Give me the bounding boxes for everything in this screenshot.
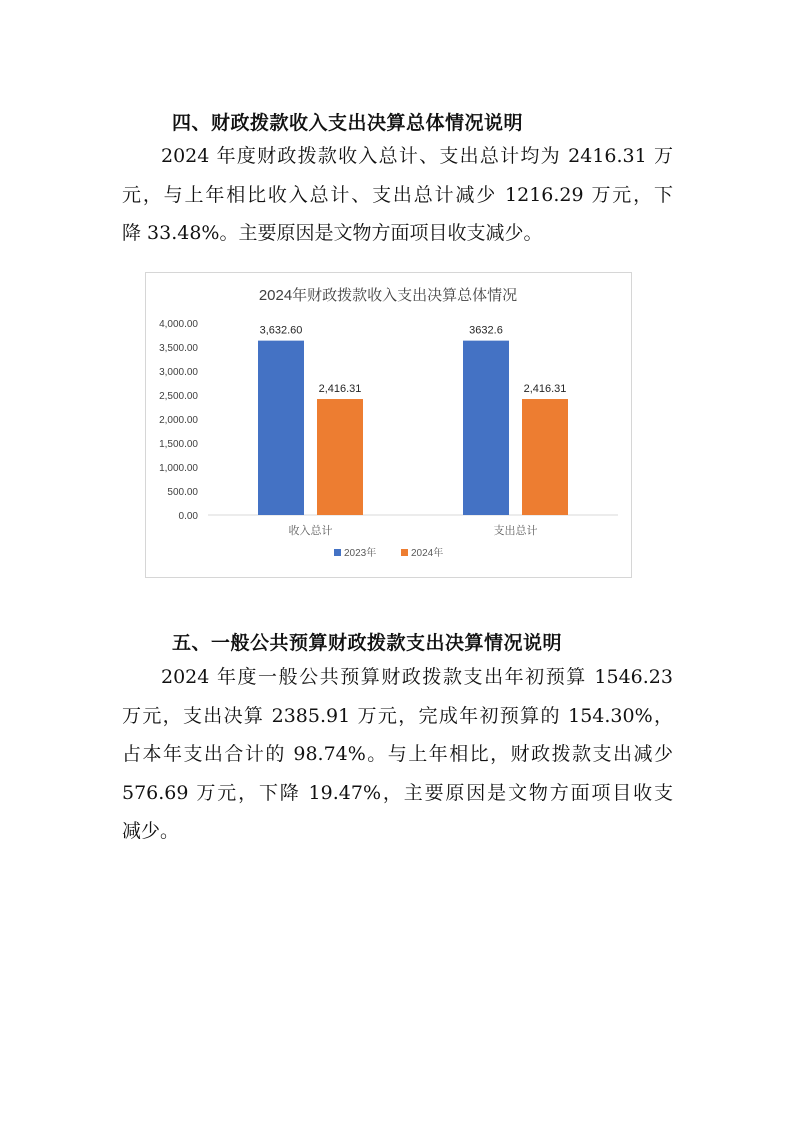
x-tick-label: 支出总计 (493, 525, 538, 537)
y-tick-label: 0.00 (178, 511, 198, 522)
paragraph-line: 2024 年度一般公共预算财政拨款支出年初预算 1546.23 (161, 666, 673, 688)
overall-bar-chart (145, 272, 632, 578)
y-tick-label: 1,000.00 (159, 463, 198, 474)
data-label: 3,632.60 (259, 324, 303, 337)
paragraph-line: 万元，支出决算 2385.91 万元，完成年初预算的 154.30%， (122, 704, 673, 727)
y-tick-label: 3,000.00 (159, 367, 198, 378)
y-tick-label: 2,500.00 (159, 391, 198, 402)
bar-2023 (258, 341, 304, 515)
y-tick-label: 4,000.00 (159, 319, 198, 330)
paragraph-line: 元，与上年相比收入总计、支出总计减少 1216.29 万元，下 (122, 183, 673, 206)
legend-swatch (401, 549, 408, 556)
data-label: 2,416.31 (318, 383, 362, 396)
section-heading-overall: 四、财政拨款收入支出决算总体情况说明 (172, 112, 524, 134)
section-heading-general-budget: 五、一般公共预算财政拨款支出决算情况说明 (172, 632, 563, 654)
data-label: 2,416.31 (523, 383, 567, 396)
chart-title: 2024年财政拨款收入支出决算总体情况 (258, 287, 518, 304)
chart-canvas (146, 273, 631, 577)
y-tick-label: 2,000.00 (159, 415, 198, 426)
paragraph-line: 降 33.48%。主要原因是文物方面项目收支减少。 (122, 222, 543, 244)
bar-2024 (522, 399, 568, 515)
paragraph-line: 减少。 (122, 820, 180, 842)
paragraph-overall (122, 137, 673, 253)
paragraph-line: 576.69 万元，下降 19.47%，主要原因是文物方面项目收支 (122, 781, 673, 804)
y-tick-label: 500.00 (167, 487, 198, 498)
y-tick-label: 1,500.00 (159, 439, 198, 450)
x-tick-label: 收入总计 (288, 525, 333, 537)
paragraph-line: 2024 年度财政拨款收入总计、支出总计均为 2416.31 万 (161, 145, 673, 167)
legend-label: 2023年 (344, 548, 377, 559)
bar-2023 (463, 341, 509, 515)
paragraph-general-budget (122, 658, 673, 851)
y-tick-label: 3,500.00 (159, 343, 198, 354)
paragraph-line: 占本年支出合计的 98.74%。与上年相比，财政拨款支出减少 (122, 743, 673, 765)
legend-swatch (334, 549, 341, 556)
bar-2024 (317, 399, 363, 515)
data-label: 3632.6 (469, 324, 503, 337)
legend-label: 2024年 (411, 548, 444, 559)
